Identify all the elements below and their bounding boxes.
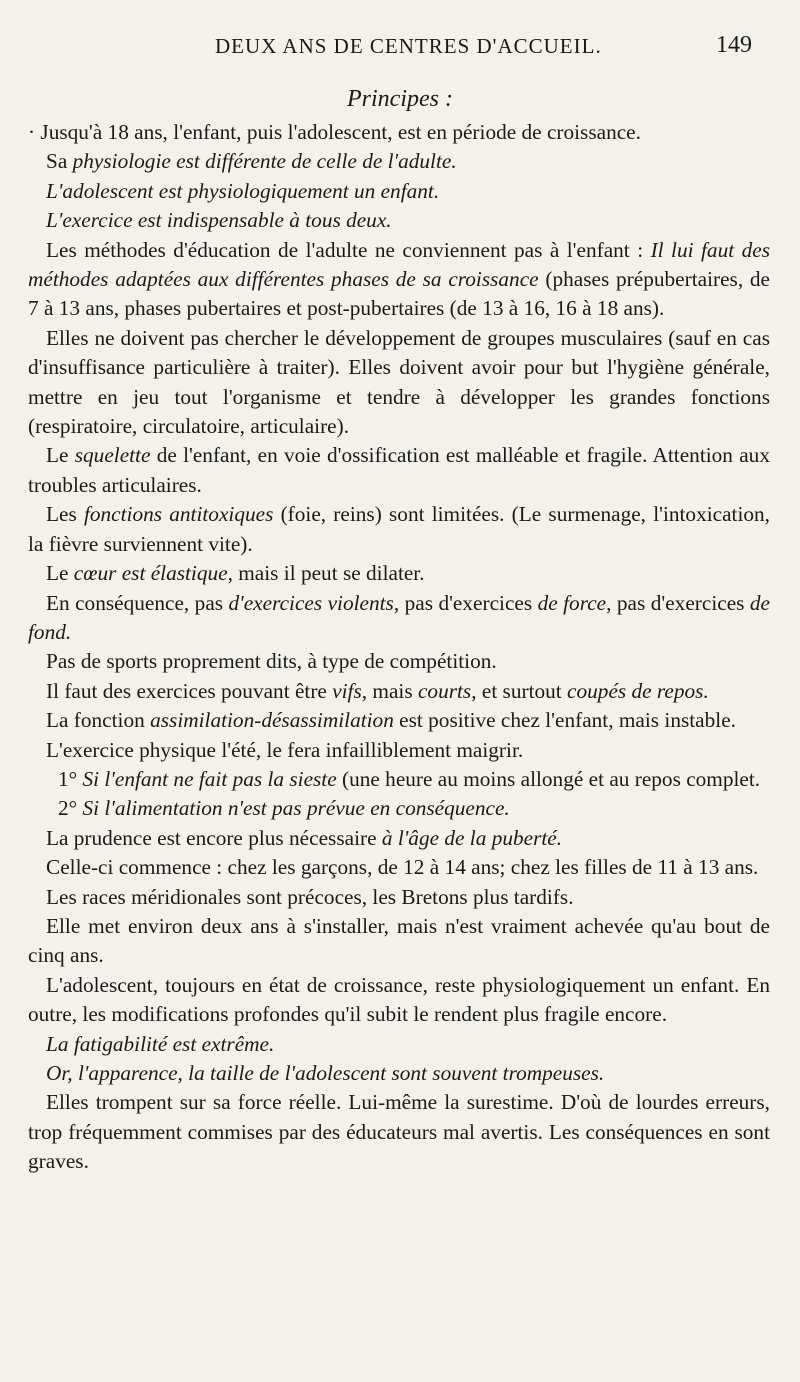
paragraph bbox=[28, 706, 770, 735]
paragraph bbox=[28, 736, 770, 765]
text-run: Le bbox=[46, 443, 75, 468]
text-run: de l'enfant, en voie d'ossification est malléable et fragile. Attention aux troubles articulaires. bbox=[28, 443, 770, 497]
text-run: , mais bbox=[361, 678, 418, 703]
italic-text: fonctions antitoxiques bbox=[83, 502, 274, 527]
paragraph bbox=[28, 1030, 770, 1059]
section-title: Principes : bbox=[347, 86, 453, 112]
italic-text: cœur est élastique bbox=[73, 561, 228, 586]
italic-text: d'exercices violents bbox=[228, 590, 394, 615]
paragraph bbox=[28, 647, 770, 676]
text-run: 2° bbox=[58, 796, 83, 821]
italic-text: de fond. bbox=[28, 590, 770, 644]
text-run: Les races méridionales sont précoces, les Bretons plus tardifs. bbox=[46, 884, 574, 909]
text-run: La fonction bbox=[46, 708, 151, 733]
text-run: , mais il peut se dilater. bbox=[227, 561, 425, 586]
text-run: , et surtout bbox=[471, 678, 568, 703]
text-run: Elles ne doivent pas chercher le développement de groupes musculaires (sauf en cas d'insuffisance particulière à traiter). Elles doivent avoir pour but l'hygiène générale, mettre en jeu tout l'organisme et tendre à développer les grandes fonctions (respiratoire, circulatoire, articulaire). bbox=[28, 325, 770, 439]
text-run: La prudence est encore plus nécessaire bbox=[46, 825, 382, 850]
text-run: Il faut des exercices pouvant être bbox=[46, 678, 333, 703]
text-run: Pas de sports proprement dits, à type de compétition. bbox=[46, 649, 497, 674]
text-run: L'exercice physique l'été, le fera infailliblement maigrir. bbox=[46, 737, 524, 762]
paragraph bbox=[28, 765, 770, 794]
paragraph bbox=[28, 206, 770, 235]
paragraph bbox=[28, 559, 770, 588]
paragraph bbox=[28, 677, 770, 706]
text-run: est positive chez l'enfant, mais instable. bbox=[393, 708, 736, 733]
text-run: Elles trompent sur sa force réelle. Lui-même la surestime. D'où de lourdes erreurs, trop fréquemment commises par des éducateurs mal avertis. Les conséquences en sont graves. bbox=[28, 1090, 770, 1174]
paragraph bbox=[28, 147, 770, 176]
italic-text: L'exercice est indispensable à tous deux. bbox=[46, 208, 392, 233]
italic-text: à l'âge de la puberté. bbox=[381, 825, 563, 850]
italic-text: courts bbox=[417, 678, 472, 703]
paragraph bbox=[28, 324, 770, 442]
text-run: Le bbox=[46, 561, 74, 586]
text-run: L'adolescent, toujours en état de croissance, reste physiologiquement un enfant. En outre, les modifications profondes qu'il subit le rendent plus fragile encore. bbox=[28, 972, 770, 1027]
italic-text: Il lui faut des méthodes adaptées aux différentes phases de sa croissance bbox=[28, 237, 770, 292]
paragraph bbox=[28, 883, 770, 912]
text-run: En conséquence, pas bbox=[46, 590, 229, 615]
text-run: Elle met environ deux ans à s'installer, mais n'est vraiment achevée qu'au bout de cinq ans. bbox=[28, 913, 770, 968]
paragraph bbox=[28, 441, 770, 500]
text-run: , pas d'exercices bbox=[606, 590, 750, 615]
page-header bbox=[0, 30, 800, 64]
italic-text: Si l'enfant ne fait pas la sieste bbox=[82, 766, 337, 791]
italic-text: vifs bbox=[332, 678, 362, 703]
paragraph bbox=[28, 971, 770, 1030]
text-run: Les bbox=[46, 502, 84, 527]
text-run: (foie, reins) sont limitées. (Le surmenage, l'intoxication, la fièvre surviennent vite). bbox=[28, 502, 771, 556]
paragraph bbox=[28, 824, 770, 853]
text-run: · Jusqu'à 18 ans, l'enfant, puis l'adolescent, est en période de croissance. bbox=[28, 120, 641, 144]
italic-text: L'adolescent est physiologiquement un enfant. bbox=[46, 178, 440, 203]
text-run: 1° bbox=[58, 766, 83, 791]
text-run: (phases prépubertaires, de 7 à 13 ans, phases pubertaires et post-pubertaires (de 13 à 16, 16 à 18 ans). bbox=[28, 267, 770, 321]
paragraph bbox=[28, 236, 770, 324]
text-run: , pas d'exercices bbox=[393, 590, 538, 615]
text-run: Celle-ci commence : chez les garçons, de 12 à 14 ans; chez les filles de 11 à 13 ans. bbox=[46, 855, 759, 880]
italic-text: Or, l'apparence, la taille de l'adolescent sont souvent trompeuses. bbox=[46, 1061, 605, 1085]
text-run: (une heure au moins allongé et au repos complet. bbox=[336, 766, 761, 791]
paragraph bbox=[28, 912, 770, 971]
paragraph bbox=[28, 118, 770, 147]
paragraph bbox=[28, 177, 770, 206]
paragraph bbox=[28, 500, 770, 559]
paragraph bbox=[28, 853, 770, 882]
paragraph bbox=[28, 1059, 770, 1088]
italic-text: squelette bbox=[74, 443, 151, 468]
paragraph bbox=[28, 1088, 770, 1176]
text-run: Les méthodes d'éducation de l'adulte ne conviennent pas à l'enfant : bbox=[46, 237, 651, 262]
paragraph bbox=[28, 589, 770, 648]
page-body bbox=[28, 118, 770, 1177]
paragraph bbox=[28, 794, 770, 823]
italic-text: Si l'alimentation n'est pas prévue en conséquence. bbox=[82, 796, 510, 821]
italic-text: de force bbox=[537, 590, 607, 615]
italic-text: coupés de repos. bbox=[567, 678, 709, 703]
italic-text: La fatigabilité est extrême. bbox=[46, 1031, 275, 1056]
italic-text: assimilation-désassimilation bbox=[150, 708, 394, 733]
italic-text: physiologie est différente de celle de l'adulte. bbox=[72, 149, 457, 174]
page-number: 149 bbox=[716, 32, 752, 58]
running-title: DEUX ANS DE CENTRES D'ACCUEIL. bbox=[215, 34, 602, 58]
text-run: Sa bbox=[46, 149, 73, 174]
